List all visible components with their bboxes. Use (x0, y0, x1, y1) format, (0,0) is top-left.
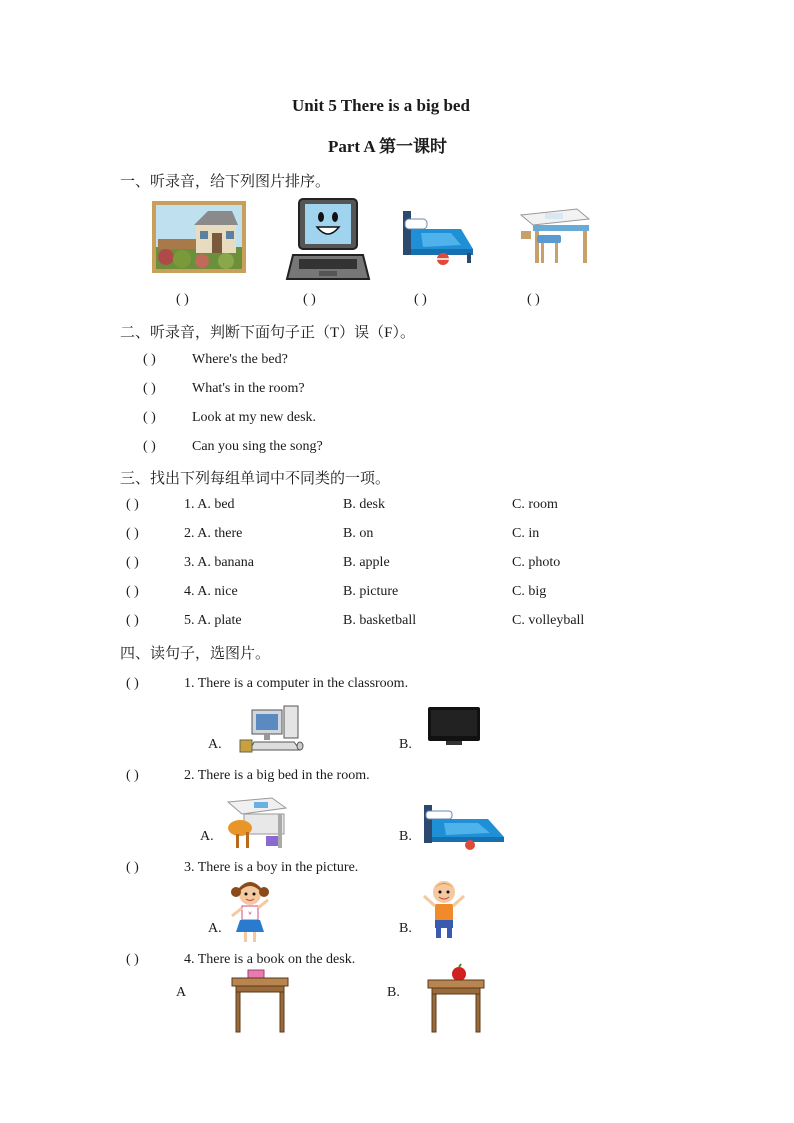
s3-option-b-3: B. apple (343, 555, 390, 570)
s4-label-a-3: A. (208, 921, 222, 936)
s3-option-a-1: 1. A. bed (184, 497, 235, 512)
s3-paren-5[interactable]: ( ) (126, 613, 139, 628)
section-2-heading: 二、听录音，判断下面句子正（T）误（F）。 (120, 325, 416, 341)
s4-label-b-1: B. (399, 737, 412, 752)
s4-paren-3[interactable]: ( ) (126, 860, 139, 875)
page-title: Unit 5 There is a big bed (292, 96, 470, 115)
s4-paren-1[interactable]: ( ) (126, 676, 139, 691)
s3-option-a-3: 3. A. banana (184, 555, 254, 570)
student-desk-picture (222, 796, 288, 850)
s4-text-2: 2. There is a big bed in the room. (184, 768, 370, 783)
s1-blank-2[interactable]: ( ) (303, 292, 316, 307)
desktop-computer-picture (238, 704, 304, 754)
s4-label-a-1: A. (208, 737, 222, 752)
desk-with-book-picture (230, 968, 290, 1034)
s3-option-c-3: C. photo (512, 555, 561, 570)
s3-option-b-5: B. basketball (343, 613, 417, 628)
page-subtitle: Part A 第一课时 (328, 137, 447, 156)
s3-option-a-2: 2. A. there (184, 526, 243, 541)
s3-option-c-4: C. big (512, 584, 547, 599)
section-4-heading: 四、读句子，选图片。 (120, 646, 271, 662)
s4-text-1: 1. There is a computer in the classroom. (184, 676, 409, 691)
s4-label-b-4: B. (387, 985, 400, 1000)
s2-paren-3[interactable]: ( ) (143, 410, 156, 425)
boy-picture (420, 878, 468, 940)
girl-picture (228, 880, 272, 946)
s3-paren-4[interactable]: ( ) (126, 584, 139, 599)
s4-text-4: 4. There is a book on the desk. (184, 952, 356, 967)
s3-option-c-5: C. volleyball (512, 613, 585, 628)
s3-paren-3[interactable]: ( ) (126, 555, 139, 570)
s3-paren-1[interactable]: ( ) (126, 497, 139, 512)
s4-label-b-3: B. (399, 921, 412, 936)
s3-option-c-2: C. in (512, 526, 540, 541)
s2-paren-4[interactable]: ( ) (143, 439, 156, 454)
bed-picture (401, 209, 475, 267)
s4-label-a-2: A. (200, 829, 214, 844)
s4-label-b-2: B. (399, 829, 412, 844)
section-3-heading: 三、找出下列每组单词中不同类的一项。 (120, 471, 391, 487)
s2-text-2: What's in the room? (192, 381, 305, 396)
bed-picture-option (422, 803, 506, 851)
s2-text-1: Where's the bed? (192, 352, 288, 367)
s3-option-b-4: B. picture (343, 584, 399, 599)
s3-option-b-2: B. on (343, 526, 374, 541)
s3-option-a-4: 4. A. nice (184, 584, 238, 599)
s1-blank-4[interactable]: ( ) (527, 292, 540, 307)
desk-chair-picture (515, 203, 591, 265)
s3-option-b-1: B. desk (343, 497, 385, 512)
s4-text-3: 3. There is a boy in the picture. (184, 860, 359, 875)
desk-with-apple-picture (426, 966, 486, 1034)
house-picture (152, 201, 246, 273)
s2-paren-1[interactable]: ( ) (143, 352, 156, 367)
s4-paren-2[interactable]: ( ) (126, 768, 139, 783)
s2-paren-2[interactable]: ( ) (143, 381, 156, 396)
s4-label-a-4: A (176, 985, 187, 1000)
s3-option-a-5: 5. A. plate (184, 613, 242, 628)
tv-picture (428, 707, 480, 747)
s3-option-c-1: C. room (512, 497, 558, 512)
s4-paren-4[interactable]: ( ) (126, 952, 139, 967)
s2-text-3: Look at my new desk. (192, 410, 317, 425)
s1-blank-1[interactable]: ( ) (176, 292, 189, 307)
s1-blank-3[interactable]: ( ) (414, 292, 427, 307)
s2-text-4: Can you sing the song? (192, 439, 323, 454)
laptop-picture (287, 197, 369, 283)
section-1-heading: 一、听录音，给下列图片排序。 (120, 174, 331, 190)
s3-paren-2[interactable]: ( ) (126, 526, 139, 541)
